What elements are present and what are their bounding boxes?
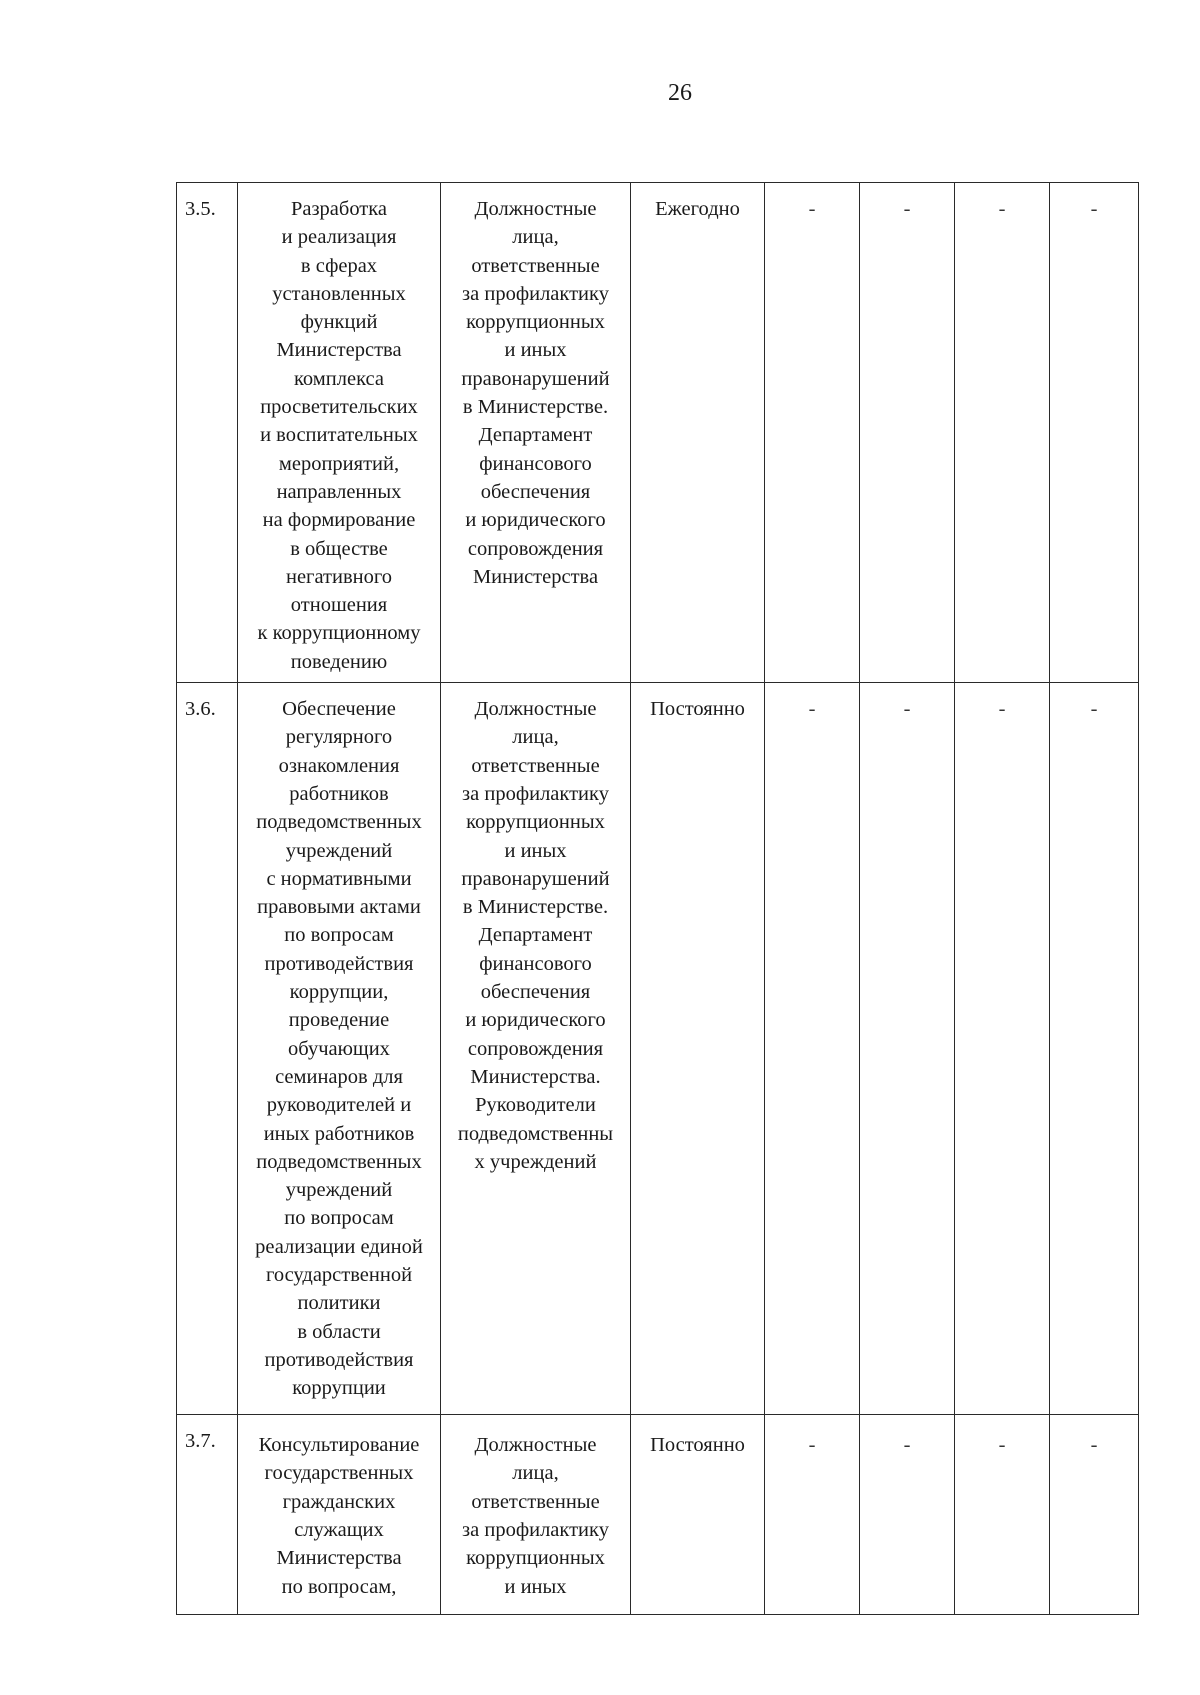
- indicator-cell: -: [1050, 1415, 1139, 1615]
- activity-cell: Обеспечение регулярного ознакомления работников подведомственных учреждений с нормативными правовыми актами по вопросам противодействия коррупции, проведение обучающих семинаров для руководителей и иных работников подведомственных учреждений по вопросам реализации единой государственной политики в области противодействия коррупции: [238, 683, 441, 1415]
- indicator-cell: -: [765, 1415, 860, 1615]
- row-number: 3.6.: [177, 683, 238, 1415]
- term-cell: Ежегодно: [631, 183, 765, 683]
- indicator-cell: -: [1050, 183, 1139, 683]
- indicator-cell: -: [765, 683, 860, 1415]
- indicator-cell: -: [1050, 683, 1139, 1415]
- term-cell: Постоянно: [631, 683, 765, 1415]
- indicator-cell: -: [955, 683, 1050, 1415]
- activity-cell: Разработка и реализация в сферах установленных функций Министерства комплекса просветительских и воспитательных мероприятий, направленных на формирование в обществе негативного отношения к коррупционному поведению: [238, 183, 441, 683]
- responsible-cell: Должностные лица, ответственные за профилактику коррупционных и иных правонарушений в Министерстве. Департамент финансового обеспечения и юридического сопровождения Министерства. Руководители подведомственны х учреждений: [441, 683, 631, 1415]
- indicator-cell: -: [955, 1415, 1050, 1615]
- indicator-cell: -: [860, 1415, 955, 1615]
- indicator-cell: -: [765, 183, 860, 683]
- row-number: 3.5.: [177, 183, 238, 683]
- term-cell: Постоянно: [631, 1415, 765, 1615]
- measures-table: [176, 182, 1139, 1615]
- responsible-cell: Должностные лица, ответственные за профилактику коррупционных и иных: [441, 1415, 631, 1615]
- indicator-cell: -: [860, 183, 955, 683]
- table-row: [177, 1415, 1139, 1615]
- indicator-cell: -: [955, 183, 1050, 683]
- activity-cell: Консультирование государственных гражданских служащих Министерства по вопросам,: [238, 1415, 441, 1615]
- indicator-cell: -: [860, 683, 955, 1415]
- table-row: [177, 683, 1139, 1415]
- table-row: [177, 183, 1139, 683]
- row-number: 3.7.: [177, 1415, 238, 1615]
- responsible-cell: Должностные лица, ответственные за профилактику коррупционных и иных правонарушений в Министерстве. Департамент финансового обеспечения и юридического сопровождения Министерства: [441, 183, 631, 683]
- page-number: 26: [668, 80, 692, 106]
